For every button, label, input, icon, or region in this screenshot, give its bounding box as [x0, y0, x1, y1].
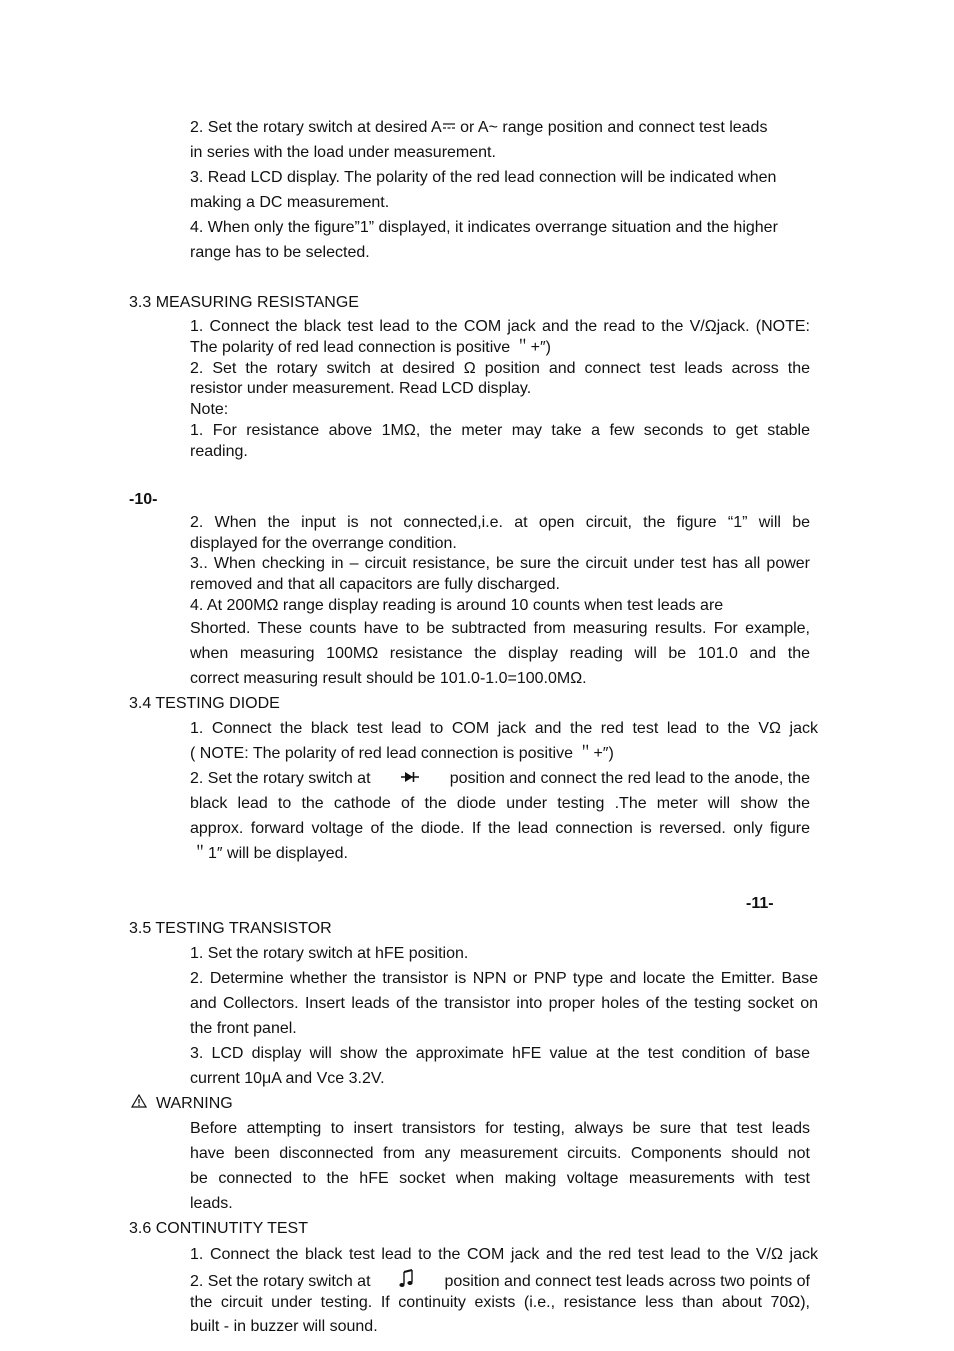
diode-line-6: ＂1″ will be displayed. [192, 845, 348, 862]
diode-line-5: approx. forward voltage of the diode. If the lead connection is reversed. only figure [190, 820, 810, 837]
current-line-2: in series with the load under measurement. [190, 144, 496, 161]
diode-line-4: black lead to the cathode of the diode under testing .The meter will show the [190, 795, 810, 812]
warning-heading [131, 1094, 233, 1113]
heading-3-5: 3.5 TESTING TRANSISTOR [129, 920, 332, 937]
continuity-line-1: 1. Connect the black test lead to the COM jack and the red test lead to the V/Ω jack [190, 1246, 818, 1263]
continuity-line-3: the circuit under testing. If continuity exists (i.e., resistance less than about 70Ω), [190, 1294, 810, 1311]
resistance-line-11: removed and that all capacitors are fully discharged. [190, 576, 560, 593]
current-line-1 [190, 118, 767, 137]
diode-line-3-post: position and connect the red lead to the anode, the [449, 770, 810, 787]
transistor-line-6: current 10μA and Vce 3.2V. [190, 1070, 385, 1087]
transistor-line-3: and Collectors. Insert leads of the transistor into proper holes of the testing socket on [190, 995, 818, 1012]
diode-line-3 [190, 769, 810, 788]
diode-line-2: ( NOTE: The polarity of red lead connection is positive ＂+″) [190, 745, 614, 762]
warning-triangle-icon [131, 1094, 147, 1113]
current-line-3: 3. Read LCD display. The polarity of the red lead connection will be indicated when [190, 169, 777, 186]
current-line-6: range has to be selected. [190, 244, 370, 261]
current-line-4: making a DC measurement. [190, 194, 390, 211]
warning-line-2: have been disconnected from any measurement circuits. Components should not [190, 1145, 810, 1162]
warning-label: WARNING [156, 1095, 233, 1112]
resistance-line-8: 2. When the input is not connected,i.e. at open circuit, the figure “1” will be [190, 514, 810, 531]
resistance-line-10: 3.. When checking in – circuit resistance, be sure the circuit under test has all power [190, 555, 810, 572]
transistor-line-2: 2. Determine whether the transistor is NPN or PNP type and locate the Emitter. Base [190, 970, 818, 987]
transistor-line-1: 1. Set the rotary switch at hFE position. [190, 945, 469, 962]
heading-3-4: 3.4 TESTING DIODE [129, 695, 280, 712]
resistance-line-12: 4. At 200MΩ range display reading is around 10 counts when test leads are [190, 597, 724, 614]
transistor-line-4: the front panel. [190, 1020, 297, 1037]
warning-line-3: be connected to the hFE socket when making voltage measurements with test [190, 1170, 810, 1187]
resistance-line-1: 1. Connect the black test lead to the COM jack and the read to the V/Ωjack. (NOTE: [190, 318, 810, 335]
resistance-line-9: displayed for the overrange condition. [190, 535, 457, 552]
diode-line-1: 1. Connect the black test lead to COM jack and the red test lead to the VΩ jack [190, 720, 818, 737]
resistance-note-label: Note: [190, 401, 229, 418]
continuity-line-4: built - in buzzer will sound. [190, 1318, 378, 1335]
resistance-line-4: resistor under measurement. Read LCD display. [190, 380, 532, 397]
warning-line-4: leads. [190, 1195, 233, 1212]
resistance-line-7: reading. [190, 443, 248, 460]
page-number-11: -11- [746, 895, 774, 912]
continuity-line-2 [190, 1269, 810, 1294]
warning-line-1: Before attempting to insert transistors for testing, always be sure that test leads [190, 1120, 810, 1137]
transistor-line-5: 3. LCD display will show the approximate hFE value at the test condition of base [190, 1045, 810, 1062]
buzzer-note-icon [399, 1269, 415, 1294]
continuity-line-2-pre: 2. Set the rotary switch at [190, 1273, 371, 1290]
current-line-1-post: or A~ range position and connect test leads [455, 119, 768, 136]
continuity-line-2-post: position and connect test leads across two points of [444, 1273, 810, 1290]
dc-symbol-icon [442, 118, 456, 137]
diode-line-3-pre: 2. Set the rotary switch at [190, 770, 371, 787]
current-line-1-pre: 2. Set the rotary switch at desired A [190, 119, 442, 136]
resistance-line-6: 1. For resistance above 1MΩ, the meter may take a few seconds to get stable [190, 422, 810, 439]
resistance-line-14: when measuring 100MΩ resistance the display reading will be 101.0 and the [190, 645, 810, 662]
heading-3-3: 3.3 MEASURING RESISTANGE [129, 294, 359, 311]
resistance-line-15: correct measuring result should be 101.0-1.0=100.0MΩ. [190, 670, 587, 687]
diode-icon [401, 769, 419, 788]
heading-3-6: 3.6 CONTINUTITY TEST [129, 1220, 308, 1237]
resistance-line-13: Shorted. These counts have to be subtracted from measuring results. For example, [190, 620, 810, 637]
resistance-line-3: 2. Set the rotary switch at desired Ω position and connect test leads across the [190, 360, 810, 377]
current-line-5: 4. When only the figure”1” displayed, it indicates overrange situation and the higher [190, 219, 778, 236]
page-number-10: -10- [129, 491, 158, 508]
resistance-line-2: The polarity of red lead connection is positive ＂+″) [190, 339, 551, 356]
